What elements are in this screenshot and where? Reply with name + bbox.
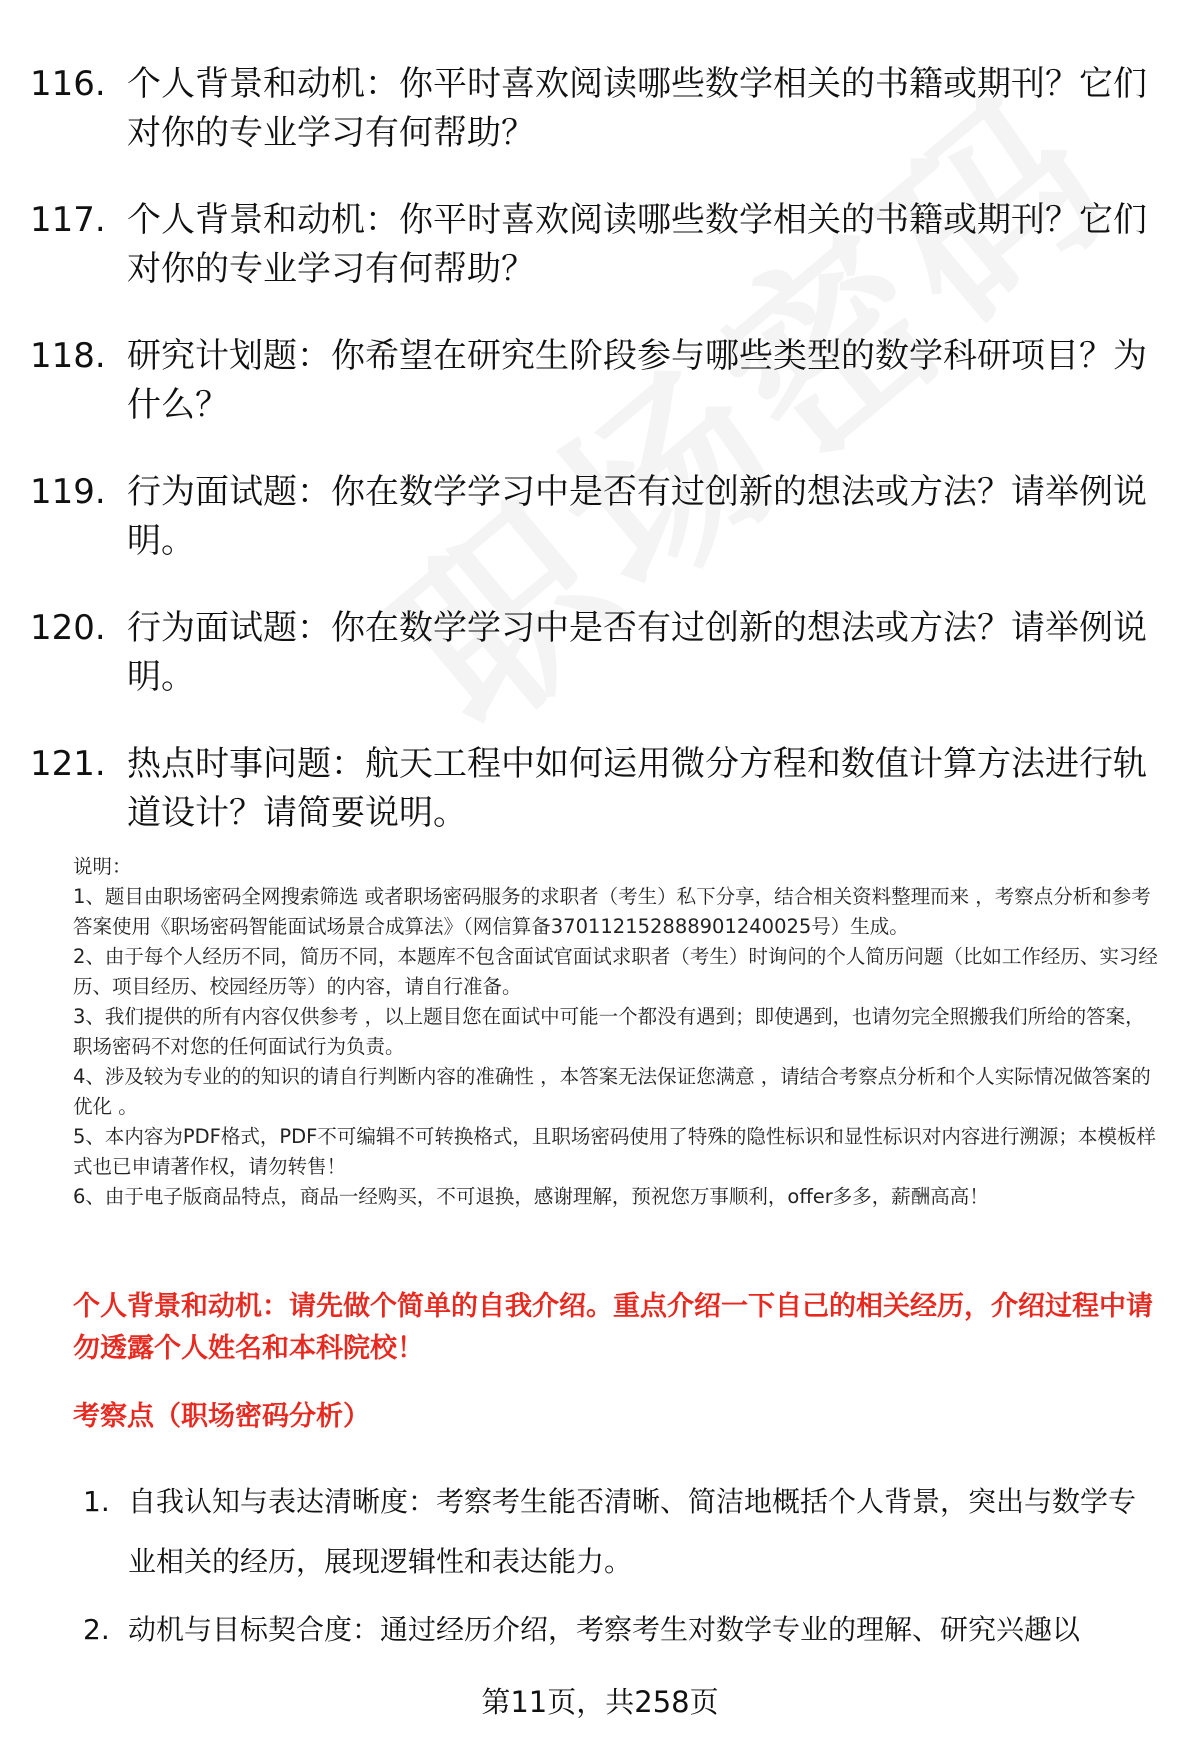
question-list — [30, 60, 1180, 876]
question-number: 117. — [30, 200, 106, 240]
question-text: 行为面试题：你在数学学习中是否有过创新的想法或方法？请举例说明。 — [127, 608, 1147, 697]
question-item — [30, 60, 1180, 158]
question-text: 研究计划题：你希望在研究生阶段参与哪些类型的数学科研项目？为什么？ — [127, 336, 1147, 425]
question-item — [30, 740, 1180, 838]
question-item — [30, 468, 1180, 566]
note-item: 6、由于电子版商品特点，商品一经购买，不可退换，感谢理解，预祝您万事顺利，offer多多，薪酬高高！ — [73, 1185, 989, 1208]
question-number: 120. — [30, 608, 106, 648]
point-text: 动机与目标契合度：通过经历介绍，考察考生对数学专业的理解、研究兴趣以 — [128, 1613, 1081, 1646]
question-number: 121. — [30, 744, 106, 784]
question-item — [30, 196, 1180, 294]
page-footer: 第11页，共258页 — [481, 1685, 719, 1719]
question-number: 116. — [30, 64, 106, 104]
question-heading: 个人背景和动机：请先做个简单的自我介绍。重点介绍一下自己的相关经历，介绍过程中请勿透露个人姓名和本科院校！ — [73, 1291, 1153, 1364]
note-item: 2、由于每个人经历不同，简历不同，本题库不包含面试官面试求职者（考生）时询问的个人简历问题（比如工作经历、实习经历、项目经历、校园经历等）的内容，请自行准备。 — [73, 945, 1158, 998]
point-number: 2. — [83, 1613, 110, 1646]
question-text: 行为面试题：你在数学学习中是否有过创新的想法或方法？请举例说明。 — [127, 472, 1147, 561]
analysis-subheading: 考察点（职场密码分析） — [73, 1401, 370, 1432]
note-item: 5、本内容为PDF格式，PDF不可编辑不可转换格式，且职场密码使用了特殊的隐性标识和显性标识对内容进行溯源；本模板样式也已申请著作权，请勿转售！ — [73, 1125, 1156, 1178]
note-item: 4、涉及较为专业的的知识的请自行判断内容的准确性 ，本答案无法保证您满意 ，请结合考察点分析和个人实际情况做答案的优化 。 — [73, 1065, 1151, 1118]
list-item — [83, 1472, 1173, 1592]
question-text: 热点时事问题：航天工程中如何运用微分方程和数值计算方法进行轨道设计？请简要说明。 — [127, 744, 1147, 833]
note-item: 3、我们提供的所有内容仅供参考 ，以上题目您在面试中可能一个都没有遇到；即使遇到，也请勿完全照搬我们所给的答案，职场密码不对您的任何面试行为负责。 — [73, 1005, 1145, 1058]
question-text: 个人背景和动机：你平时喜欢阅读哪些数学相关的书籍或期刊？它们对你的专业学习有何帮助？ — [127, 64, 1147, 153]
question-item — [30, 332, 1180, 430]
notes-section — [73, 852, 1163, 1212]
notes-title: 说明： — [73, 855, 132, 878]
analysis-points — [83, 1472, 1173, 1668]
question-text: 个人背景和动机：你平时喜欢阅读哪些数学相关的书籍或期刊？它们对你的专业学习有何帮助？ — [127, 200, 1147, 289]
point-text: 自我认知与表达清晰度：考察考生能否清晰、简洁地概括个人背景，突出与数学专业相关的经历，展现逻辑性和表达能力。 — [128, 1485, 1137, 1578]
question-item — [30, 604, 1180, 702]
point-number: 1. — [83, 1485, 110, 1518]
question-number: 119. — [30, 472, 106, 512]
list-item — [83, 1600, 1173, 1660]
question-number: 118. — [30, 336, 106, 376]
note-item: 1、题目由职场密码全网搜索筛选 或者职场密码服务的求职者（考生）私下分享，结合相关资料整理而来 ，考察点分析和参考答案使用《职场密码智能面试场景合成算法》（网信算备370112152888901240025号）生成。 — [73, 885, 1151, 938]
